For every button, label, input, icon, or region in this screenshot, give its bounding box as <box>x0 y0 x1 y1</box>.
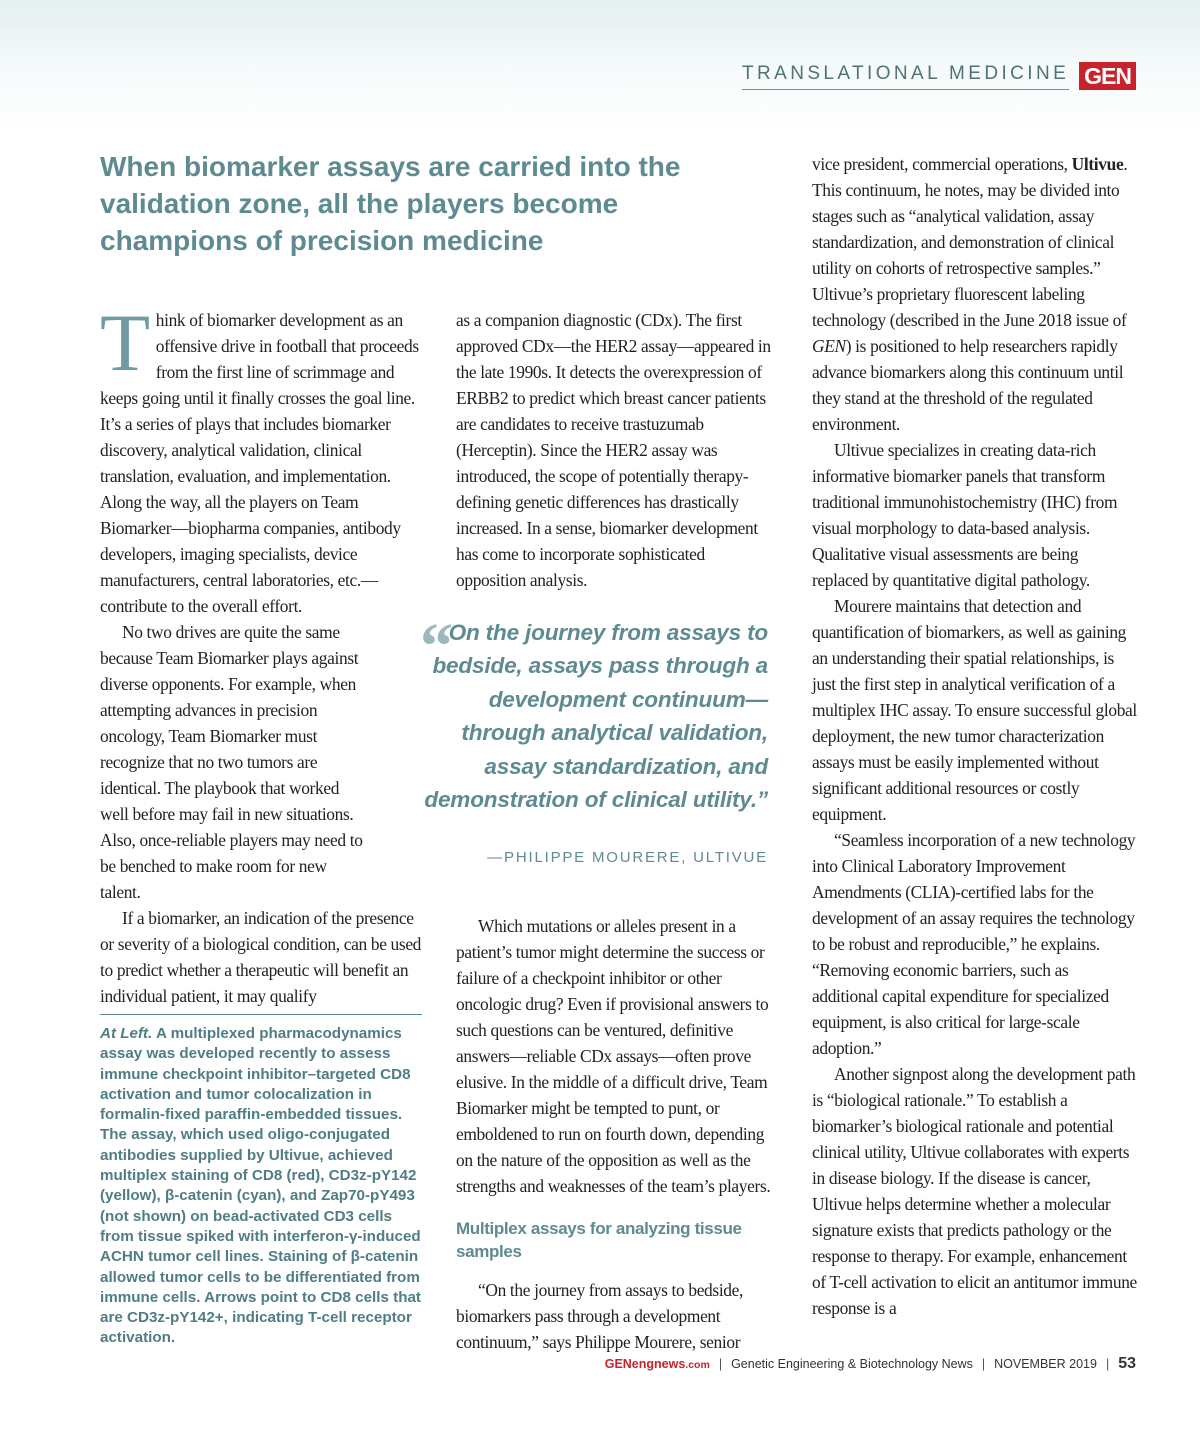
section-label: TRANSLATIONAL MEDICINE <box>742 63 1069 90</box>
paragraph: as a companion diagnostic (CDx). The first approved CDx—the HER2 assay—appeared in the late 1990s. It detects the overexpression of ERBB2 to predict which breast cancer patients are candidates to receive trastuzumab (Herceptin). Since the HER2 assay was introduced, the scope of potentially therapy-defining genetic differences has drastically increased. In a sense, biomarker development has come to incorporate sophisticated opposition analysis. <box>456 310 771 590</box>
column-3 <box>812 151 1137 1321</box>
paragraph: “Seamless incorporation of a new technology into Clinical Laboratory Improvement Amendments (CLIA)-certified labs for the development of an assay requires the technology to be robust and reproducible,” he explains. “Removing economic barriers, such as additional capital expenditure for specialized equipment, is also critical for large-scale adoption.” <box>812 830 1136 1058</box>
article-headline: When biomarker assays are carried into the validation zone, all the players become champions of precision medicine <box>100 151 681 256</box>
paragraph <box>100 297 422 619</box>
paragraph: “On the journey from assays to bedside, biomarkers pass through a development continuum,” says Philippe Mourere, senior <box>456 1280 744 1352</box>
pull-quote: On the journey from assays to bedside, assays pass through a development continuum—through analytical validation, assay standardization, and demonstration of clinical utility.” <box>424 620 768 813</box>
paragraph: Which mutations or alleles present in a patient’s tumor might determine the success or failure of a checkpoint inhibitor or other oncologic drug? Even if provisional answers to such questions can be ventured, definitive answers—reliable CDx assays—often prove elusive. In the middle of a difficult drive, Team Biomarker might be tempted to punt, or emboldened to run on fourth down, depending on the nature of the opposition as well as the strengths and weaknesses of the team’s players. <box>456 916 771 1196</box>
text-run: vice president, commercial operations, <box>812 154 1068 174</box>
page-footer <box>605 1355 1136 1373</box>
quote-mark-icon: “ <box>420 610 453 683</box>
pull-quote-attribution: —PHILIPPE MOURERE, ULTIVUE <box>487 849 768 866</box>
text-run: ) is positioned to help researchers rapidly advance biomarkers along this continuum until they stand at the threshold of the regulated environment. <box>812 336 1124 434</box>
magazine-name: GEN <box>812 336 846 356</box>
paragraph: Ultivue specializes in creating data-rich informative biomarker panels that transform traditional immunohistochemistry (IHC) from visual morphology to data-based analysis. Qualitative visual assessments are being replaced by quantitative digital pathology. <box>812 440 1118 590</box>
page-number: 53 <box>1118 1355 1136 1372</box>
figure-caption <box>100 1014 422 1349</box>
drop-cap: T <box>100 297 150 388</box>
paragraph: Mourere maintains that detection and quantification of biomarkers, as well as gaining an understanding their spatial relationships, is just the first step in analytical verification of a multiplex IHC assay. To ensure successful global deployment, the new tumor characterization assays must be easily implemented without significant additional resources or costly equipment. <box>812 596 1137 824</box>
paragraph: No two drives are quite the same because Team Biomarker plays against diverse opponents. For example, when attempting advances in precision oncology, Team Biomarker must recognize that no two tumors are identical. The playbook that worked well before may fail in new situations. Also, once-reliable players may need to be benched to make room for new talent. <box>100 622 363 902</box>
company-name: Ultivue <box>1071 154 1124 174</box>
gen-logo: GEN <box>1079 62 1136 90</box>
paragraph: Another signpost along the development path is “biological rationale.” To establish a biomarker’s biological rationale and potential clinical utility, Ultivue collaborates with experts in disease biology. If the disease is cancer, Ultivue helps determine whether a molecular signature exists that predicts pathology or the response to therapy. For example, enhancement of T-cell activation to elicit an antitumor immune response is a <box>812 1064 1137 1318</box>
footer-issue: NOVEMBER 2019 <box>994 1357 1097 1371</box>
divider: | <box>1105 1357 1110 1371</box>
caption-lead: At Left. <box>100 1025 153 1042</box>
divider: | <box>981 1357 986 1371</box>
divider: | <box>718 1357 723 1371</box>
footer-publication: Genetic Engineering & Biotechnology News <box>731 1357 973 1371</box>
paragraph: If a biomarker, an indication of the presence or severity of a biological condition, can be used to predict whether a therapeutic will benefit an individual patient, it may qualify <box>100 908 422 1006</box>
section-header <box>742 62 1136 90</box>
site-suffix: .com <box>685 1359 710 1371</box>
text-run: . This continuum, he notes, may be divided into stages such as “analytical validation, assay standardization, and demonstration of clinical utility on cohorts of retrospective samples.” Ultivue’s proprietary fluorescent labeling technology (described in the June 2018 issue of <box>812 154 1128 330</box>
caption-text: A multiplexed pharmacodynamics assay was developed recently to assess immune checkpoint inhibitor–targeted CD8 activation and tumor colocalization in formalin-fixed paraffin-embedded tissues. The assay, which used oligo-conjugated antibodies supplied by Ultivue, achieved multiplex staining of CD8 (red), CD3z-pY142 (yellow), β-catenin (cyan), and Zap70-pY493 (not shown) on bead-activated CD3 cells from tissue spiked with interferon-γ-induced ACHN tumor cell lines. Staining of β-catenin allowed tumor cells to be differentiated from immune cells. Arrows point to CD8 cells that are CD3z-pY142+, indicating T-cell receptor activation. <box>100 1025 421 1347</box>
column-1 <box>100 297 422 1009</box>
column-2 <box>456 307 778 1355</box>
section-subhead: Multiplex assays for analyzing tissue samples <box>456 1219 742 1261</box>
paragraph-text: hink of biomarker development as an offensive drive in football that proceeds from the first line of scrimmage and keeps going until it finally crosses the goal line. It’s a series of plays that includes biomarker discovery, analytical validation, clinical translation, evaluation, and implementation. Along the way, all the players on Team Biomarker—biopharma companies, antibody developers, imaging specialists, device manufacturers, central laboratories, etc.—contribute to the overall effort. <box>100 310 419 616</box>
site-name: GENengnews <box>604 1357 686 1371</box>
paragraph <box>812 151 1137 437</box>
footer-site[interactable] <box>605 1357 710 1371</box>
